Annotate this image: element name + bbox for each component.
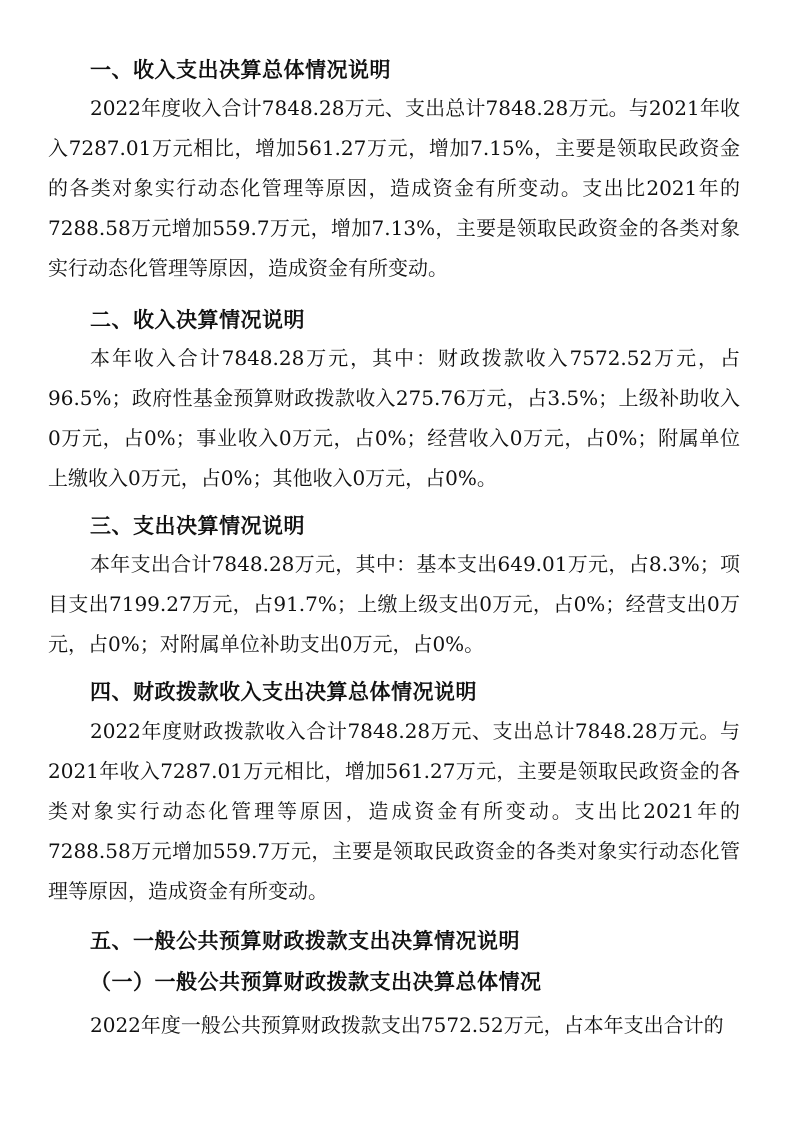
subsection-1-body: 2022年度一般公共预算财政拨款支出7572.52万元，占本年支出合计的 bbox=[90, 1013, 724, 1037]
section-3-body: 本年支出合计7848.28万元，其中：基本支出649.01万元，占8.3%；项目支出7199.27万元，占91.7%；上缴上级支出0万元，占0%；经营支出0万元，占0%；对附属单位补助支出0万元，占0%。 bbox=[48, 552, 740, 656]
section-3-heading: 三、支出决算情况说明 bbox=[90, 514, 305, 538]
section-4-body: 2022年度财政拨款收入合计7848.28万元、支出总计7848.28万元。与2021年收入7287.01万元相比，增加561.27万元，主要是领取民政资金的各类对象实行动态化管理等原因，造成资金有所变动。支出比2021年的7288.58万元增加559.7万元，主要是领取民政资金的各类对象实行动态化管理等原因，造成资金有所变动。 bbox=[48, 719, 740, 903]
subsection-1-heading: （一）一般公共预算财政拨款支出决算总体情况 bbox=[90, 970, 542, 994]
section-2-body: 本年收入合计7848.28万元，其中：财政拨款收入7572.52万元，占96.5%；政府性基金预算财政拨款收入275.76万元，占3.5%；上级补助收入0万元，占0%；事业收入0万元，占0%；经营收入0万元，占0%；附属单位上缴收入0万元，占0%；其他收入0万元，占0%。 bbox=[48, 346, 740, 490]
section-1-body: 2022年度收入合计7848.28万元、支出总计7848.28万元。与2021年收入7287.01万元相比，增加561.27万元，增加7.15%，主要是领取民政资金的各类对象实行动态化管理等原因，造成资金有所变动。支出比2021年的7288.58万元增加559.7万元，增加7.13%，主要是领取民政资金的各类对象实行动态化管理等原因，造成资金有所变动。 bbox=[48, 96, 740, 280]
section-2-heading: 二、收入决算情况说明 bbox=[90, 308, 305, 332]
section-4-heading: 四、财政拨款收入支出决算总体情况说明 bbox=[90, 680, 477, 704]
section-5-heading: 五、一般公共预算财政拨款支出决算情况说明 bbox=[90, 929, 520, 953]
section-1-heading: 一、收入支出决算总体情况说明 bbox=[90, 58, 391, 82]
